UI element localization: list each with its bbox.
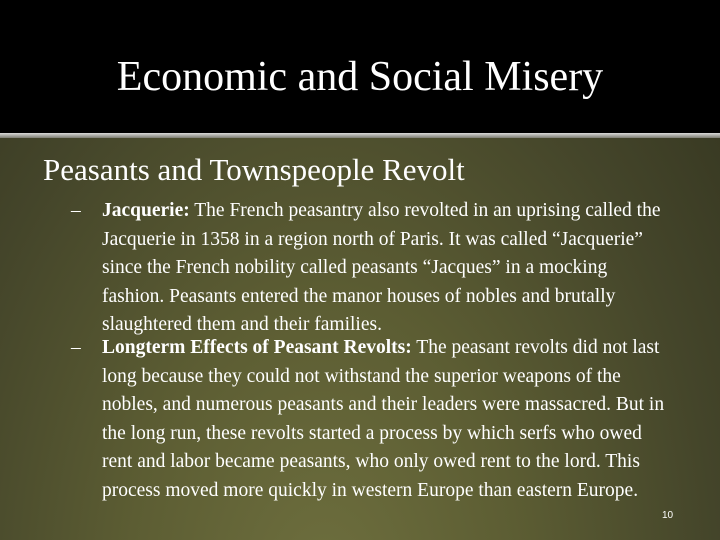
bullet-body: The peasant revolts did not last long because they could not withstand the superior weapons of the nobles, and numerous peasants and their leaders were massacred. But in the long run, these revolts started a process by which serfs who owed rent and labor became peasants, who only owed rent to the lord. This process moved more quickly in western Europe than eastern Europe. <box>102 337 665 501</box>
bullet-label: Jacquerie: <box>102 200 190 221</box>
bullet-marker: – <box>71 337 81 358</box>
bullet-longterm-effects <box>71 334 671 505</box>
bullet-marker: – <box>71 200 81 221</box>
bullet-body: The French peasantry also revolted in an uprising called the Jacquerie in 1358 in a region north of Paris. It was called “Jacquerie” since the French nobility called peasants “Jacques” in a mocking fashion. Peasants entered the manor houses of nobles and brutally slaughtered them and their families. <box>102 200 661 335</box>
bullet-text <box>102 334 671 505</box>
title-divider <box>0 133 720 138</box>
slide-title: Economic and Social Misery <box>116 54 604 100</box>
title-bar <box>0 0 720 133</box>
bullet-text <box>102 197 671 340</box>
bullet-jacquerie <box>71 197 671 340</box>
bullet-label: Longterm Effects of Peasant Revolts: <box>102 337 412 358</box>
page-number: 10 <box>662 510 674 521</box>
section-heading: Peasants and Townspeople Revolt <box>43 152 465 187</box>
